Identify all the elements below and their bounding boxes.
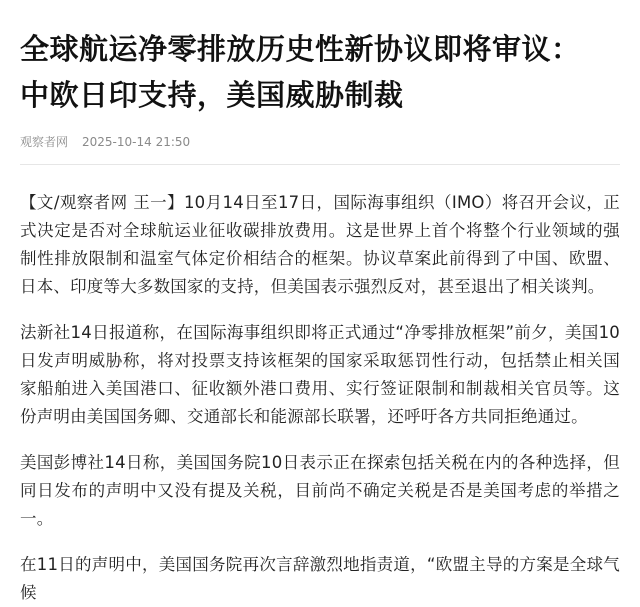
article-body xyxy=(20,189,620,607)
article-headline xyxy=(20,0,620,118)
article-meta xyxy=(20,134,620,150)
article-source[interactable]: 观察者网 xyxy=(20,135,69,149)
paragraph-2: 法新社14日报道称，在国际海事组织即将正式通过“净零排放框架”前夕，美国10日发声明威胁称，将对投票支持该框架的国家采取惩罚性行动，包括禁止相关国家船舶进入美国港口、征收额外港口费用、实行签证限制和制裁相关官员等。这份声明由美国国务卿、交通部长和能源部长联署，还呼吁各方共同拒绝通过。 xyxy=(20,323,620,426)
paragraph-1: 【文/观察者网 王一】10月14日至17日，国际海事组织（IMO）将召开会议，正式决定是否对全球航运业征收碳排放费用。这是世界上首个将整个行业领域的强制性排放限制和温室气体定价相结合的框架。协议草案此前得到了中国、欧盟、日本、印度等大多数国家的支持，但美国表示强烈反对，甚至退出了相关谈判。 xyxy=(20,193,620,296)
paragraph-3: 美国彭博社14日称，美国国务院10日表示正在探索包括关税在内的各种选择，但同日发布的声明中又没有提及关税，目前尚不确定关税是否是美国考虑的举措之一。 xyxy=(20,453,620,528)
article-datetime: 2025-10-14 21:50 xyxy=(82,135,191,149)
meta-divider xyxy=(20,164,620,165)
headline-line-2: 中欧日印支持，美国威胁制裁 xyxy=(20,78,404,112)
headline-line-1: 全球航运净零排放历史性新协议即将审议： xyxy=(20,32,581,66)
paragraph-4: 在11日的声明中，美国国务院再次言辞激烈地指责道，“欧盟主导的方案是全球气候 xyxy=(20,555,620,602)
